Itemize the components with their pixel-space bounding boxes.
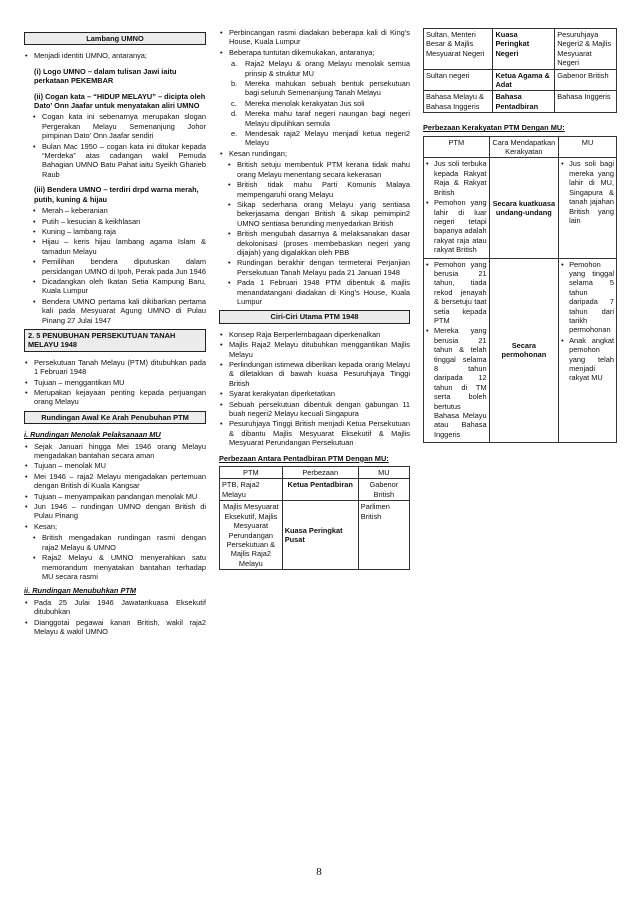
list-item: • Pesuruhjaya Tinggi British menjadi Ketua Persekutuan & dibantu Majlis Mesyuarat Eksekutif & Majlis Mesyuarat Perundangan Persekutuan bbox=[219, 419, 410, 447]
cogan-kata-heading: (ii) Cogan kata – “HIDUP MELAYU” – dicipta oleh Dato’ Onn Jaafar untuk menyatakan aliri UMNO bbox=[34, 91, 206, 111]
kesan-rundingan bbox=[219, 149, 410, 158]
identity-list bbox=[24, 51, 206, 60]
table-header: PTM bbox=[220, 467, 283, 479]
table-cell bbox=[424, 258, 490, 443]
list-item: • Sebuah persekutuan dibentuk dengan gabungan 11 buah negeri2 Melayu kecuali Singapura bbox=[219, 400, 410, 419]
list-item: • Anak angkat pemohon yang telah menjadi rakyat MU bbox=[561, 336, 614, 383]
list-item: • Tujuan – menggantikan MU bbox=[24, 378, 206, 387]
table-cell: Bahasa Pentadbiran bbox=[493, 91, 555, 113]
section-box-rundingan-awal: Rundingan Awal Ke Arah Penubuhan PTM bbox=[24, 411, 206, 424]
list-item: • Merah – keberanian bbox=[32, 206, 206, 215]
list-item: • Sikap sederhana orang Melayu yang sentiasa bekerjasama dengan British & sikap pemimpin2 UMNO sentiasa berunding menyedarkan British bbox=[227, 200, 410, 228]
list-item: • Jus soli bagi mereka yang lahir di MU, Singapura & tanah jajahan British yang lain bbox=[561, 159, 614, 225]
table-cell: Parlimen British bbox=[358, 501, 409, 570]
list-item: • Jun 1946 – rundingan UMNO dengan British di Pulau Pinang bbox=[24, 502, 206, 521]
rundingan-menolak-list bbox=[24, 442, 206, 532]
list-item: • Kuning – lambang raja bbox=[32, 227, 206, 236]
column-2 bbox=[219, 28, 410, 570]
list-item: • Perbincangan rasmi diadakan beberapa kali di King’s House, Kuala Lumpur bbox=[219, 28, 410, 47]
rundingan-menolak-heading: i. Rundingan Menolak Pelaksanaan MU bbox=[24, 430, 161, 440]
table-header-row bbox=[220, 467, 410, 479]
list-item: • Merupakan kejayaan penting kepada perjuangan orang Melayu bbox=[24, 388, 206, 407]
section-box-ciri-ptm: Ciri-Ciri Utama PTM 1948 bbox=[219, 310, 410, 323]
list-item: • Raja2 Melayu & UMNO menyerahkan satu memorandum menyatakan bantahan terhadap MU secara rasmi bbox=[32, 553, 206, 581]
list-item: • Pemohon yang tinggal selama 5 tahun daripada 7 tahun dari tarikh permohonan bbox=[561, 260, 614, 335]
table-header: MU bbox=[358, 467, 409, 479]
table-row bbox=[220, 479, 410, 501]
cogan-list bbox=[32, 112, 206, 179]
list-item: • Sejak Januari hingga Mei 1946 orang Melayu mengadakan bantahan secara aman bbox=[24, 442, 206, 461]
list-item: a. Raja2 Melayu & orang Melayu menolak semua prinsip & struktur MU bbox=[231, 59, 410, 78]
list-item: • Bulan Mac 1950 – cogan kata ini ditukar kepada “Merdeka” atas cadangan wakil Pemuda Bahagian UMNO Batu Pahat iaitu Syeikh Gharieb Raub bbox=[32, 142, 206, 180]
list-item: • Cogan kata ini sebenarnya merupakan slogan Pergerakan Melayu Semenanjung Johor pimpinan Dato’ Onn Jaafar sendiri bbox=[32, 112, 206, 140]
kerakyatan-table bbox=[423, 136, 617, 444]
list-item: • Tujuan – menolak MU bbox=[24, 461, 206, 470]
table-row bbox=[220, 501, 410, 570]
list-item: • Bendera UMNO pertama kali dikibarkan pertama kali pada Mesyuarat Agung UMNO di Pulau Pinang 27 Julai 1947 bbox=[32, 297, 206, 325]
pentadbiran-table-continued bbox=[423, 28, 617, 113]
table-cell: Ketua Pentadbiran bbox=[282, 479, 358, 501]
table-header-row bbox=[424, 136, 617, 158]
table-cell: Gabenor British bbox=[358, 479, 409, 501]
table-cell bbox=[559, 158, 617, 258]
table-cell: Bahasa Melayu & Bahasa Inggeris bbox=[424, 91, 493, 113]
list-item: • Persekutuan Tanah Melayu (PTM) ditubuhkan pada 1 Februari 1948 bbox=[24, 358, 206, 377]
table-row bbox=[424, 91, 617, 113]
table-cell: Secara permohonan bbox=[489, 258, 558, 443]
table-header: Perbezaan bbox=[282, 467, 358, 479]
logo-umno-heading: (i) Logo UMNO – dalam tulisan Jawi iaitu perkataan PEKEMBAR bbox=[34, 66, 177, 86]
list-item: • Pada 25 Julai 1946 Jawatankuasa Eksekutif ditubuhkan bbox=[24, 598, 206, 617]
list-item: • British mengubah dasarnya & melaksanakan dasar dekolonisasi (proses membebaskan negeri yang dijajah) yang digalakkan oleh PBB bbox=[227, 229, 410, 257]
kesan-sublist bbox=[32, 533, 206, 581]
list-item: • Mereka yang berusia 21 tahun & telah tinggal selama 8 tahun daripada 12 tahun di TM serta boleh bertutus Bahasa Melayu atau Bahasa Inggeris bbox=[426, 326, 487, 439]
table-cell: Pesuruhjaya Negeri2 & Majlis Mesyuarat Negeri bbox=[555, 29, 617, 70]
list-item: • Perlindungan istimewa diberikan kepada orang Melayu & diletakkan di bawah kuasa Pesuruhjaya Tinggi British bbox=[219, 360, 410, 388]
table-header: PTM bbox=[424, 136, 490, 158]
list-item: • British setuju membentuk PTM kerana tidak mahu orang Melayu menentang secara kekerasan bbox=[227, 160, 410, 179]
table-cell bbox=[424, 158, 490, 258]
perbincangan-list bbox=[219, 28, 410, 57]
table-header: Cara Mendapatkan Kerakyatan bbox=[489, 136, 558, 158]
list-item: • Dicadangkan oleh Ikatan Setia Kampung Baru, Kuala Lumpur bbox=[32, 277, 206, 296]
table-cell bbox=[559, 258, 617, 443]
table-row bbox=[424, 158, 617, 258]
bendera-heading: (iii) Bendera UMNO – terdiri drpd warna merah, putih, kuning & hijau bbox=[34, 185, 199, 204]
table-cell: Sultan negeri bbox=[424, 69, 493, 91]
section-box-lambang-umno: Lambang UMNO bbox=[24, 32, 206, 45]
table-cell: Bahasa Inggeris bbox=[555, 91, 617, 113]
list-item: • Beberapa tuntutan dikemukakan, antaranya; bbox=[219, 48, 410, 57]
list-item: • British mengadakan rundingan rasmi dengan raja2 Melayu & UMNO bbox=[32, 533, 206, 552]
list-item: • Kesan; bbox=[24, 522, 206, 531]
list-item: • Syarat kerakyatan diperketatkan bbox=[219, 389, 410, 398]
table-cell: Majlis Mesyuarat Eksekutif, Majlis Mesyuarat Perundangan Persekutuan & Majlis Raja2 Melayu bbox=[220, 501, 283, 570]
page-number: 8 bbox=[316, 866, 322, 878]
table-row bbox=[424, 69, 617, 91]
tuntutan-list bbox=[231, 59, 410, 148]
table-cell: Sultan, Menteri Besar & Majlis Mesyuarat Negeri bbox=[424, 29, 493, 70]
bendera-list bbox=[32, 206, 206, 325]
list-item: • Mei 1946 – raja2 Melayu mengadakan pertemuan dengan British di Kuala Kangsar bbox=[24, 472, 206, 491]
column-3 bbox=[423, 28, 617, 443]
table-cell: Ketua Agama & Adat bbox=[493, 69, 555, 91]
perbezaan-pentadbiran-heading: Perbezaan Antara Pentadbiran PTM Dengan MU: bbox=[219, 453, 389, 463]
list-item: • Pemohon yang lahir di luar negeri tetapi bapanya adalah rakyat raja atau rakyat British bbox=[426, 198, 487, 254]
list-item: • Kesan rundingan; bbox=[219, 149, 410, 158]
list-item: e. Mendesak raja2 Melayu menjadi ketua negeri2 Melayu bbox=[231, 129, 410, 148]
table-cell: PTB, Raja2 Melayu bbox=[220, 479, 283, 501]
list-item: • Dianggotai pegawai kanan British, wakil raja2 Melayu & wakil UMNO bbox=[24, 618, 206, 637]
list-item: • Pada 1 Februari 1948 PTM dibentuk & majlis menandatangani diadakan di King’s House, Kuala Lumpur bbox=[227, 278, 410, 306]
list-item: • British tidak mahu Parti Komunis Malaya mempengaruhi orang Melayu bbox=[227, 180, 410, 199]
rundingan-menubuhkan-heading: ii. Rundingan Menubuhkan PTM bbox=[24, 586, 137, 596]
list-item: • Hijau – keris hijau lambang agama Islam & tamadun Melayu bbox=[32, 237, 206, 256]
table-cell: Gabenor British bbox=[555, 69, 617, 91]
list-item: b. Mereka mahukan sebuah bentuk persekutuan bagi seluruh Semenanjung Tanah Melayu bbox=[231, 79, 410, 98]
table-cell: Kuasa Peringkat Negeri bbox=[493, 29, 555, 70]
rundingan-menubuhkan-list bbox=[24, 598, 206, 637]
perbezaan-kerakyatan-heading: Perbezaan Kerakyatan PTM Dengan MU: bbox=[423, 123, 565, 133]
table-cell: Secara kuatkuasa undang-undang bbox=[489, 158, 558, 258]
list-item: • Jus soli terbuka kepada Rakyat Raja & Rakyat British bbox=[426, 159, 487, 197]
list-item: c. Mereka menolak kerakyatan Jus soli bbox=[231, 98, 365, 108]
table-cell: Kuasa Peringkat Pusat bbox=[282, 501, 358, 570]
list-item: • Rundingan berakhir dengan termeterai Perjanjian Persekutuan Tanah Melayu pada 21 Januari 1948 bbox=[227, 258, 410, 277]
pentadbiran-table bbox=[219, 466, 410, 570]
table-row bbox=[424, 29, 617, 70]
list-item: • Tujuan – menyampaikan pandangan menolak MU bbox=[24, 492, 206, 501]
list-item: • Menjadi identiti UMNO, antaranya; bbox=[24, 51, 206, 60]
kesan-list bbox=[227, 160, 410, 306]
list-item: • Majlis Raja2 Melayu ditubuhkan menggantikan Majlis Melayu bbox=[219, 340, 410, 359]
list-item: • Putih – kesucian & keikhlasan bbox=[32, 217, 206, 226]
section-box-penubuhan-ptm: 2. 5 PENUBUHAN PERSEKUTUAN TANAH MELAYU 1948 bbox=[24, 329, 206, 352]
list-item: d. Mereka mahu taraf negeri naungan bagi negeri Melayu dipulihkan semula bbox=[231, 109, 410, 128]
table-row bbox=[424, 258, 617, 443]
list-item: • Pemilihan bendera diputuskan dalam persidangan UMNO di Ipoh, Perak pada Jun 1946 bbox=[32, 257, 206, 276]
list-item: • Konsep Raja Berperlembagaan diperkenalkan bbox=[219, 330, 410, 339]
column-1 bbox=[24, 28, 206, 638]
ciri-list bbox=[219, 330, 410, 448]
ptm-list bbox=[24, 358, 206, 407]
table-header: MU bbox=[559, 136, 617, 158]
list-item: • Pemohon yang berusia 21 tahun, tiada rekod jenayah & bersetuju taat setia kepada PTM bbox=[426, 260, 487, 326]
